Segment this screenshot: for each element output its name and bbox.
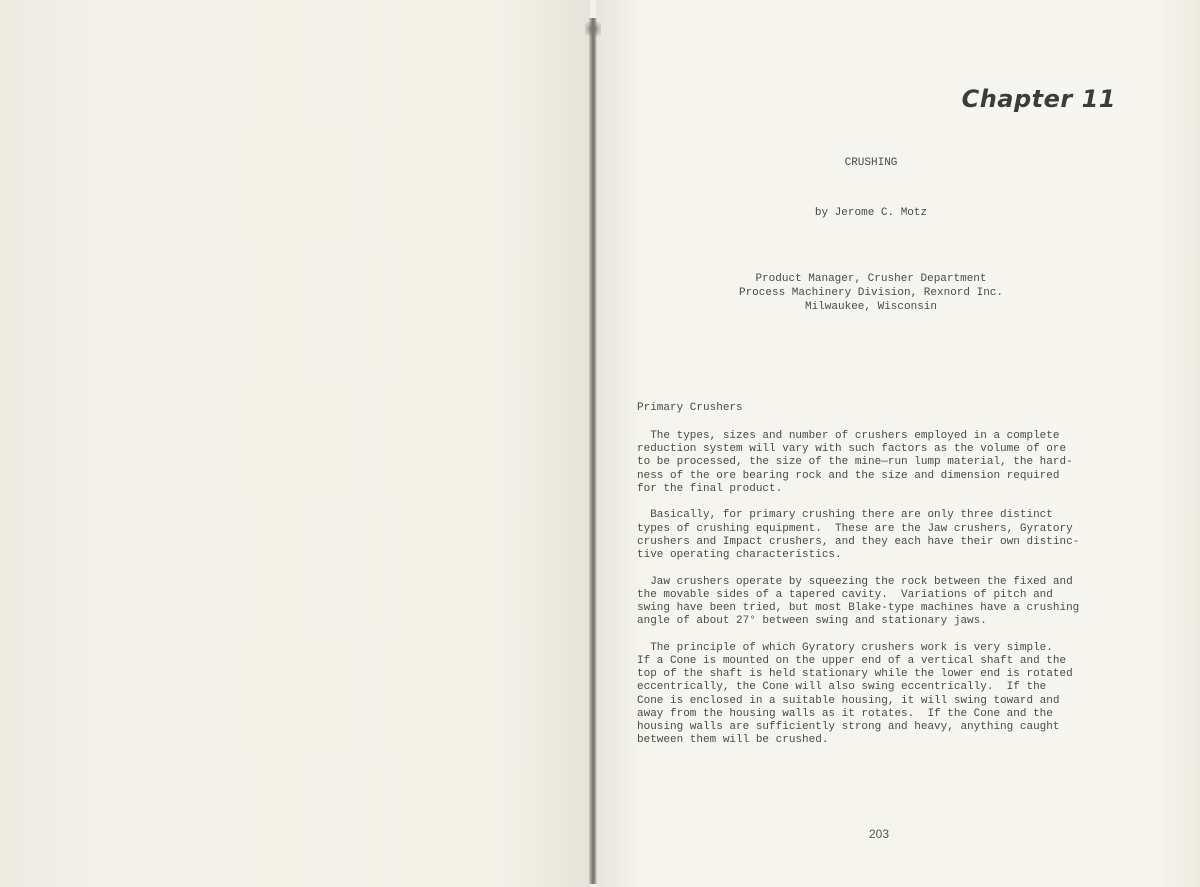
affiliation-line-location: Milwaukee, Wisconsin	[804, 301, 938, 313]
affiliation-line-position: Product Manager, Crusher Department	[755, 273, 987, 285]
paragraph: The principle of which Gyratory crushers work is very simple. If a Cone is mounted on the upper end of a vertical shaft and the top of the shaft is held stationary while the lower end is rotated eccentrically, the Cone will also swing eccentrically. If the Cone is enclosed in a suitable housing, it will swing toward and away from the housing walls as it rotates. If the Cone and the housing walls are sufficiently strong and heavy, anything caught between them will be crushed.	[637, 641, 1073, 747]
gutter-binding-mark	[585, 22, 601, 36]
paragraph: Jaw crushers operate by squeezing the rock between the fixed and the movable sides of a tapered cavity. Variations of pitch and swing have been tried, but most Blake-type machines have a crushing angle of about 27° between swing and stationary jaws.	[637, 575, 1080, 628]
affiliation-line-division: Process Machinery Division, Rexnord Inc.	[738, 287, 1004, 299]
author-byline: by Jerome C. Motz	[814, 207, 928, 219]
chapter-title: CRUSHING	[844, 157, 898, 169]
paragraph: The types, sizes and number of crushers employed in a complete reduction system will vary with such factors as the volume of ore to be processed, the size of the mine—run lump material, the hard- ness of the ore bearing rock and the size and dimension required for the final product.	[637, 430, 1073, 495]
page-number: 203	[869, 827, 890, 841]
book-gutter	[589, 18, 597, 884]
chapter-number-heading: Chapter 11	[961, 85, 1116, 113]
blank-left-page	[0, 0, 590, 887]
section-heading: Primary Crushers	[637, 402, 743, 414]
author-affiliation	[636, 272, 1106, 314]
section-body	[637, 430, 1107, 761]
paragraph: Basically, for primary crushing there are only three distinct types of crushing equipment. These are the Jaw crushers, Gyratory crushers and Impact crushers, and they each have their own distinc- tive operating characteristics.	[637, 509, 1080, 562]
